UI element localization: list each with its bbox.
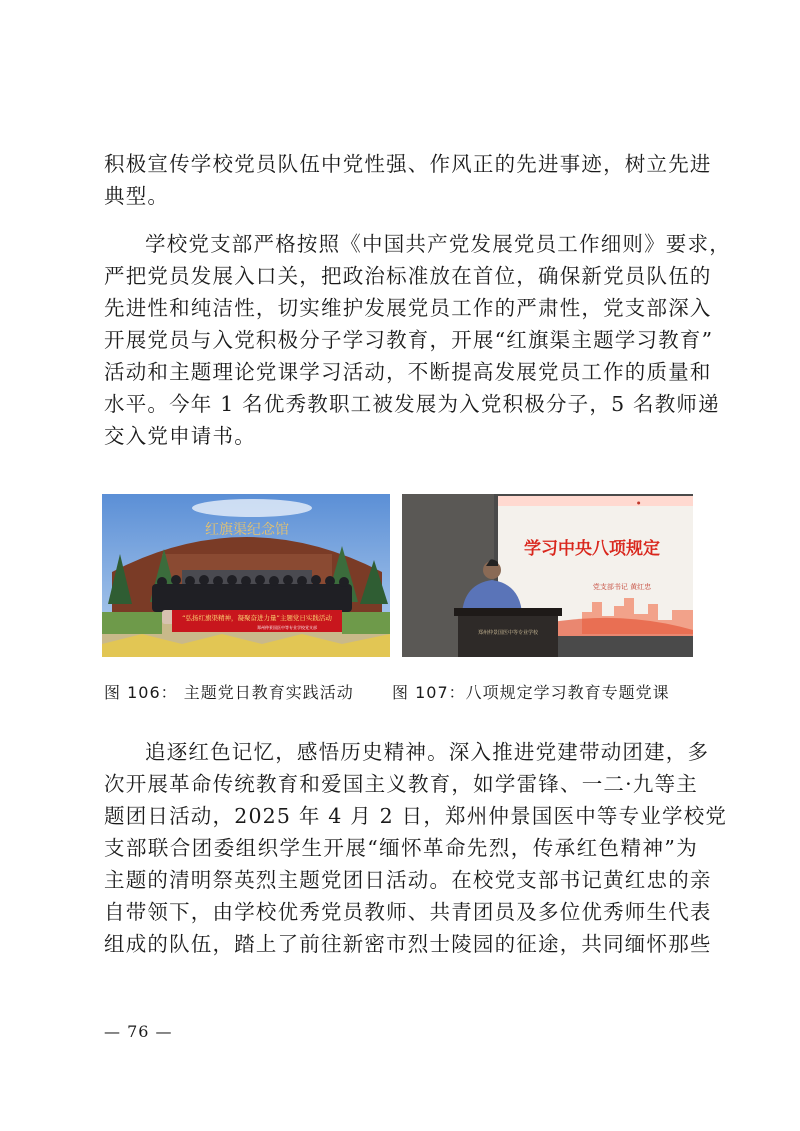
paragraph-line: 题团日活动，2025 年 4 月 2 日，郑州仲景国医中等专业学校党 bbox=[104, 804, 728, 828]
svg-text:●: ● bbox=[637, 500, 641, 505]
slide-title: 学习中央八项规定 bbox=[524, 539, 660, 559]
slide-subtitle: 党支部书记 黄红忠 bbox=[592, 583, 652, 591]
paragraph-line: 开展党员与入党积极分子学习教育，开展“红旗渠主题学习教育” bbox=[104, 328, 714, 352]
page-number: — 76 — bbox=[104, 1022, 173, 1041]
banner-subtext: 郑州仲景国医中等专业学校党支部 bbox=[257, 625, 317, 630]
paragraph-line: 严把党员发展入口关，把政治标准放在首位，确保新党员队伍的 bbox=[104, 264, 712, 288]
group-photo-memorial-hall bbox=[102, 494, 390, 657]
paragraph-line: 活动和主题理论党课学习活动，不断提高发展党员工作的质量和 bbox=[104, 360, 712, 384]
paragraph-line: 学校党支部严格按照《中国共产党发展党员工作细则》要求， bbox=[145, 232, 731, 256]
building-sign: 红旗渠纪念馆 bbox=[205, 522, 289, 538]
paragraph-line: 积极宣传学校党员队伍中党性强、作风正的先进事迹，树立先进 bbox=[104, 152, 712, 176]
figure-caption-106: 图 106： 主题党日教育实践活动 bbox=[104, 683, 354, 702]
paragraph-1 bbox=[104, 148, 712, 212]
paragraph-line: 组成的队伍，踏上了前往新密市烈士陵园的征途，共同缅怀那些 bbox=[104, 932, 712, 956]
paragraph-line: 先进性和纯洁性，切实维护发展党员工作的严肃性，党支部深入 bbox=[104, 296, 712, 320]
paragraph-line: 次开展革命传统教育和爱国主义教育，如学雷锋、一二·九等主 bbox=[104, 772, 698, 796]
paragraph-2 bbox=[104, 228, 731, 452]
paragraph-line: 典型。 bbox=[104, 184, 170, 208]
figure-caption-107: 图 107：八项规定学习教育专题党课 bbox=[392, 683, 670, 702]
lecture-photo-podium bbox=[402, 494, 693, 657]
paragraph-line: 水平。今年 1 名优秀教职工被发展为入党积极分子，5 名教师递 bbox=[104, 392, 720, 416]
paragraph-3 bbox=[104, 736, 728, 960]
banner-text: “弘扬红旗渠精神，凝聚奋进力量”主题党日实践活动 bbox=[182, 614, 332, 622]
paragraph-line: 交入党申请书。 bbox=[104, 424, 256, 448]
paragraph-line: 支部联合团委组织学生开展“缅怀革命先烈，传承红色精神”为 bbox=[104, 836, 698, 860]
paragraph-line: 追逐红色记忆，感悟历史精神。深入推进党建带动团建，多 bbox=[145, 740, 710, 764]
paragraph-line: 主题的清明祭英烈主题党团日活动。在校党支部书记黄红忠的亲 bbox=[104, 868, 712, 892]
paragraph-line: 自带领下，由学校优秀党员教师、共青团员及多位优秀师生代表 bbox=[104, 900, 712, 924]
podium-text: 郑州仲景国医中等专业学校 bbox=[477, 630, 539, 636]
